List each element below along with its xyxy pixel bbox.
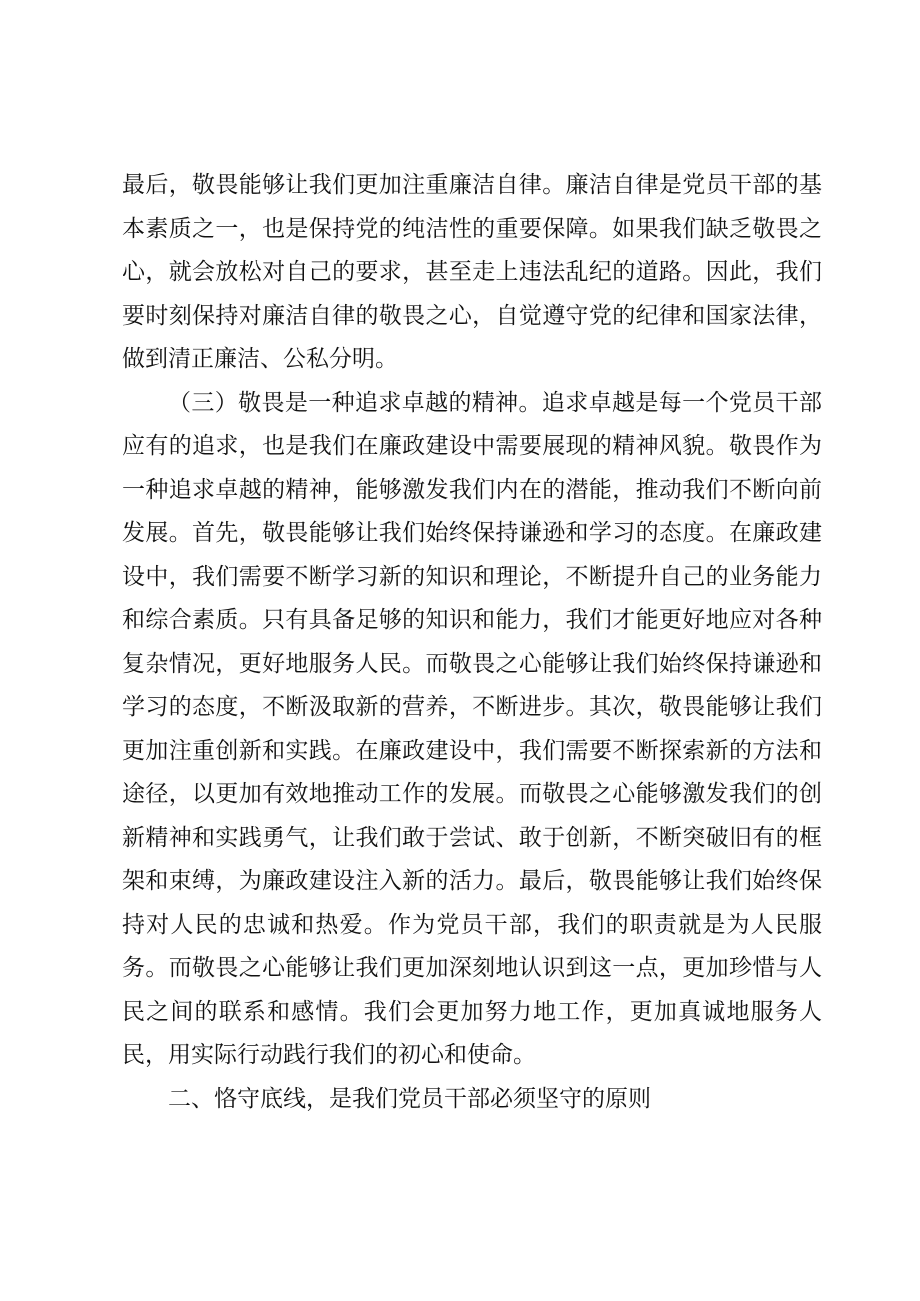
paragraph-integrity-discipline: 最后，敬畏能够让我们更加注重廉洁自律。廉洁自律是党员干部的基本素质之一，也是保持党的纯洁性的重要保障。如果我们缺乏敬畏之心，就会放松对自己的要求，甚至走上违法乱纪的道路。因此，我们要时刻保持对廉洁自律的敬畏之心，自觉遵守党的纪律和国家法律，做到清正廉洁、公私分明。 — [122, 172, 822, 372]
section-heading: 二、恪守底线，是我们党员干部必须坚守的原则 — [168, 1085, 651, 1112]
paragraph-pursuit-of-excellence: （三）敬畏是一种追求卓越的精神。追求卓越是每一个党员干部应有的追求，也是我们在廉政建设中需要展现的精神风貌。敬畏作为一种追求卓越的精神，能够激发我们内在的潜能，推动我们不断向前发展。首先，敬畏能够让我们始终保持谦逊和学习的态度。在廉政建设中，我们需要不断学习新的知识和理论，不断提升自己的业务能力和综合素质。只有具备足够的知识和能力，我们才能更好地应对各种复杂情况，更好地服务人民。而敬畏之心能够让我们始终保持谦逊和学习的态度，不断汲取新的营养，不断进步。其次，敬畏能够让我们更加注重创新和实践。在廉政建设中，我们需要不断探索新的方法和途径，以更加有效地推动工作的发展。而敬畏之心能够激发我们的创新精神和实践勇气，让我们敢于尝试、敢于创新，不断突破旧有的框架和束缚，为廉政建设注入新的活力。最后，敬畏能够让我们始终保持对人民的忠诚和热爱。作为党员干部，我们的职责就是为人民服务。而敬畏之心能够让我们更加深刻地认识到这一点，更加珍惜与人民之间的联系和感情。我们会更加努力地工作，更加真诚地服务人民，用实际行动践行我们的初心和使命。 — [122, 389, 822, 1068]
document-body — [122, 164, 822, 1121]
